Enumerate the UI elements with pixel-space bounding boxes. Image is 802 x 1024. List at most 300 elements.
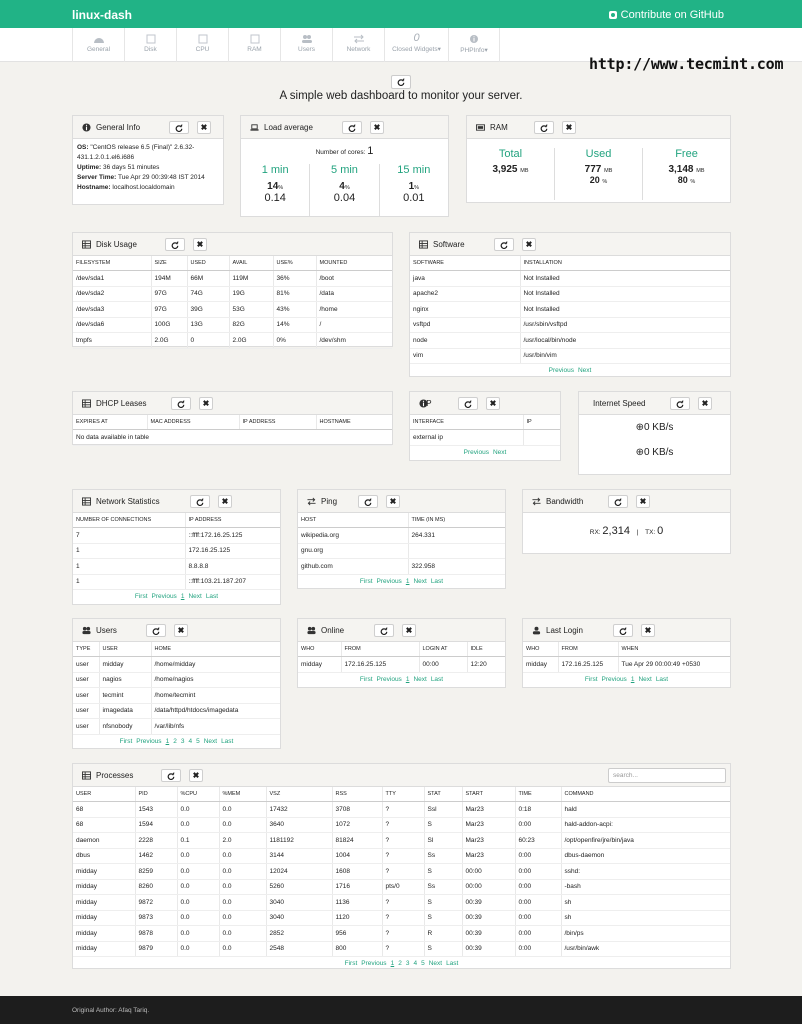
refresh-button[interactable] — [608, 495, 628, 508]
table-cell: ? — [382, 895, 424, 911]
pager-next[interactable]: Next — [413, 577, 427, 585]
refresh-icon — [380, 627, 388, 635]
column-header[interactable]: INSTALLATION — [520, 256, 730, 271]
table-row — [73, 271, 392, 287]
column-header[interactable]: HOME — [151, 642, 280, 657]
close-button[interactable] — [174, 624, 188, 637]
online-panel — [297, 618, 506, 688]
table-row — [73, 833, 730, 849]
table-row — [73, 895, 730, 911]
table-cell: 0:18 — [515, 802, 561, 818]
table-cell: /opt/openfire/jre/bin/java — [561, 833, 730, 849]
table-cell: 3708 — [332, 802, 382, 818]
pagination — [410, 364, 730, 377]
table-cell: midday — [73, 864, 135, 880]
table-row — [73, 302, 392, 318]
refresh-icon — [500, 241, 508, 249]
close-button[interactable] — [386, 495, 400, 508]
column-header[interactable]: USER — [73, 787, 135, 802]
table-cell: 0.0 — [177, 864, 219, 880]
pager-page[interactable]: 1 — [630, 675, 635, 683]
column-header[interactable]: USE% — [273, 256, 316, 271]
pager-last[interactable]: Last — [446, 960, 459, 967]
table-cell: dbus-daemon — [561, 848, 730, 864]
table-cell: /usr/bin/awk — [561, 941, 730, 957]
table-cell: 00:39 — [462, 910, 515, 926]
table-cell: ? — [382, 817, 424, 833]
table-row — [73, 528, 280, 544]
list-icon — [82, 771, 91, 780]
close-button[interactable] — [562, 121, 576, 134]
table-cell: 956 — [332, 926, 382, 942]
pager-page[interactable]: 1 — [390, 960, 395, 967]
panel-title: General Info — [96, 123, 141, 132]
close-button[interactable] — [522, 238, 536, 251]
refresh-icon — [152, 627, 160, 635]
table-cell: midday — [73, 895, 135, 911]
hostname-label: Hostname: — [77, 184, 111, 191]
column-header[interactable]: LOGIN AT — [419, 642, 467, 657]
table-cell: ? — [382, 926, 424, 942]
table-row — [73, 703, 280, 719]
search-input[interactable]: search... — [608, 768, 726, 783]
pager-previous[interactable]: Previous — [151, 593, 177, 600]
nav-label: Disk — [144, 46, 157, 53]
table-header — [73, 513, 280, 528]
close-icon: ✖ — [177, 626, 185, 635]
pager-first[interactable]: First — [119, 737, 133, 745]
table-cell — [523, 430, 560, 446]
zero-icon: 0 — [413, 32, 420, 44]
refresh-button[interactable] — [146, 624, 166, 637]
table-cell: midday — [99, 657, 151, 673]
refresh-button[interactable] — [190, 495, 210, 508]
column-header[interactable]: WHO — [298, 642, 341, 657]
ram-value: 777 — [584, 164, 602, 175]
refresh-button[interactable] — [670, 397, 690, 410]
table-cell: java — [410, 271, 520, 287]
panel-title: Ping — [321, 497, 338, 506]
github-link[interactable] — [608, 9, 724, 21]
pager-previous[interactable]: Previous — [361, 960, 387, 967]
pager-first[interactable]: First — [359, 577, 373, 585]
column-header[interactable]: IDLE — [467, 642, 505, 657]
panel-header — [298, 619, 505, 642]
column-header[interactable]: IP ADDRESS — [185, 513, 280, 528]
table-cell: 0:00 — [515, 895, 561, 911]
column-header[interactable]: IP ADDRESS — [239, 415, 316, 430]
dhcp-table — [73, 415, 392, 446]
panel-title: Load average — [264, 123, 313, 132]
pager-last[interactable]: Last — [430, 675, 444, 683]
table-cell: node — [410, 333, 520, 349]
nav-ram[interactable] — [228, 28, 280, 62]
table-cell: /dev/sda1 — [73, 271, 151, 287]
table-cell: 0 — [187, 333, 229, 349]
panel-title: DHCP Leases — [96, 399, 147, 408]
close-button[interactable] — [698, 397, 712, 410]
pager-first[interactable]: First — [134, 593, 148, 600]
table-row — [73, 657, 280, 673]
table-cell: 0:00 — [515, 864, 561, 880]
table-cell: 0.0 — [219, 879, 266, 895]
table-cell: user — [73, 719, 99, 735]
pager-previous[interactable]: Previous — [463, 448, 489, 456]
table-header — [523, 642, 730, 657]
users-panel — [72, 618, 281, 749]
nav-disk[interactable] — [124, 28, 176, 62]
table-cell: daemon — [73, 833, 135, 849]
table-cell: 0:00 — [515, 817, 561, 833]
table-cell: 5260 — [266, 879, 332, 895]
table-row — [410, 348, 730, 364]
general-info-panel — [72, 115, 224, 205]
panel-header — [410, 392, 560, 415]
brand-title[interactable]: linux-dash — [72, 8, 133, 22]
table-cell: /bin/ps — [561, 926, 730, 942]
table-cell: Not Installed — [520, 302, 730, 318]
uptime-label: Uptime: — [77, 164, 102, 171]
column-header[interactable]: AVAIL — [229, 256, 273, 271]
pager-previous[interactable]: Previous — [136, 737, 162, 745]
general-info-body — [73, 139, 223, 197]
table-cell: nginx — [410, 302, 520, 318]
close-icon: ✖ — [644, 626, 652, 635]
table-cell: 0.0 — [219, 941, 266, 957]
pager-first[interactable]: First — [344, 960, 358, 967]
list-icon — [82, 497, 91, 506]
pager-page[interactable]: 4 — [188, 737, 193, 745]
table-cell: Mar23 — [462, 848, 515, 864]
table-cell: Sl — [424, 833, 462, 849]
refresh-button[interactable] — [165, 238, 185, 251]
panel-header — [241, 116, 448, 139]
table-cell: midday — [73, 910, 135, 926]
ip-panel — [409, 391, 561, 461]
pager-next[interactable]: Next — [428, 960, 443, 967]
close-button[interactable] — [218, 495, 232, 508]
table-cell: 1 — [73, 543, 185, 559]
close-button[interactable] — [402, 624, 416, 637]
table-cell: 0.0 — [219, 802, 266, 818]
table-cell: midday — [73, 941, 135, 957]
table-cell: 43% — [273, 302, 316, 318]
table-cell: 74G — [187, 286, 229, 302]
table-cell: midday — [523, 657, 558, 673]
table-cell: S — [424, 864, 462, 880]
table-cell: 0.0 — [177, 941, 219, 957]
load-average-panel — [240, 115, 449, 217]
table-cell: S — [424, 910, 462, 926]
table-cell: 1181192 — [266, 833, 332, 849]
refresh-button[interactable] — [494, 238, 514, 251]
column-header[interactable]: TIME — [515, 787, 561, 802]
pager-previous[interactable]: Previous — [601, 675, 627, 683]
ram-icon — [476, 123, 485, 132]
column-header[interactable]: MAC ADDRESS — [147, 415, 239, 430]
pager-next[interactable]: Next — [188, 593, 202, 600]
pager-page[interactable]: 2 — [173, 737, 177, 745]
pager-previous[interactable]: Previous — [376, 577, 402, 585]
table-cell: 0.0 — [219, 864, 266, 880]
os-label: OS: — [77, 144, 89, 151]
pager-last[interactable]: Last — [221, 737, 234, 745]
table-row — [73, 430, 392, 446]
pager-page[interactable]: 1 — [180, 593, 185, 600]
hostname-value: localhost.localdomain — [112, 184, 175, 191]
refresh-button[interactable] — [342, 121, 362, 134]
pager-previous[interactable]: Previous — [376, 675, 402, 683]
software-table — [410, 256, 730, 364]
table-cell: 0:00 — [515, 941, 561, 957]
pager-last[interactable]: Last — [655, 675, 669, 683]
table-cell: 68 — [73, 817, 135, 833]
table-cell: 0.0 — [219, 848, 266, 864]
refresh-button[interactable] — [374, 624, 394, 637]
table-cell: S — [424, 941, 462, 957]
close-button[interactable] — [197, 121, 211, 134]
tx-value: 0 — [657, 525, 664, 537]
table-cell: ::ffff:172.16.25.125 — [185, 528, 280, 544]
refresh-button[interactable] — [534, 121, 554, 134]
table-row — [298, 657, 505, 673]
table-cell: pts/0 — [382, 879, 424, 895]
nav-general[interactable] — [72, 28, 124, 62]
table-cell: sshd: — [561, 864, 730, 880]
disk-icon — [145, 34, 157, 44]
table-cell: 2852 — [266, 926, 332, 942]
column-header[interactable]: USER — [99, 642, 151, 657]
table-cell: 3640 — [266, 817, 332, 833]
pager-last[interactable]: Last — [205, 593, 219, 600]
ram-free — [642, 148, 730, 200]
panel-header — [73, 392, 392, 415]
table-cell: /usr/local/bin/node — [520, 333, 730, 349]
panel-title: IP — [424, 399, 432, 408]
close-button[interactable] — [486, 397, 500, 410]
pager-next[interactable]: Next — [577, 367, 592, 374]
column-header[interactable]: HOSTNAME — [316, 415, 392, 430]
column-header[interactable]: HOST — [298, 513, 408, 528]
table-cell: 12:20 — [467, 657, 505, 673]
pager-next[interactable]: Next — [203, 737, 218, 745]
table-cell: Mar23 — [462, 833, 515, 849]
pager-page[interactable]: 5 — [421, 960, 425, 967]
table-cell: Not Installed — [520, 286, 730, 302]
table-cell: gnu.org — [298, 543, 408, 559]
nav-phpinfo[interactable] — [448, 28, 500, 62]
load-pct: 1 — [408, 181, 415, 192]
tagline: A simple web dashboard to monitor your server. — [279, 90, 523, 102]
cores-line — [241, 139, 448, 157]
refresh-button[interactable] — [358, 495, 378, 508]
column-header[interactable]: WHEN — [618, 642, 730, 657]
column-header[interactable]: MOUNTED — [316, 256, 392, 271]
column-header[interactable]: VSZ — [266, 787, 332, 802]
refresh-button[interactable] — [161, 769, 181, 782]
table-cell: 0.0 — [177, 802, 219, 818]
refresh-icon — [348, 124, 356, 132]
cpu-icon — [197, 34, 209, 44]
table-cell: tecmint — [99, 688, 151, 704]
nav-network[interactable] — [332, 28, 384, 62]
pager-first[interactable]: First — [359, 675, 373, 683]
table-cell: 3040 — [266, 895, 332, 911]
column-header[interactable]: PID — [135, 787, 177, 802]
pager-first[interactable]: First — [584, 675, 598, 683]
close-icon: ✖ — [200, 123, 208, 132]
column-header[interactable]: FILESYSTEM — [73, 256, 151, 271]
column-header[interactable]: COMMAND — [561, 787, 730, 802]
column-header[interactable]: IP — [523, 415, 560, 430]
table-row — [73, 941, 730, 957]
nav-users[interactable] — [280, 28, 332, 62]
footer-credit: Original Author: Afaq Tariq. — [72, 1007, 150, 1014]
table-cell: midday — [73, 926, 135, 942]
column-header[interactable]: TTY — [382, 787, 424, 802]
panel-title: Software — [433, 240, 465, 249]
cores-value: 1 — [367, 145, 374, 157]
refresh-button[interactable] — [171, 397, 191, 410]
table-cell: 00:39 — [462, 895, 515, 911]
close-button[interactable] — [199, 397, 213, 410]
table-header — [73, 787, 730, 802]
column-header[interactable]: EXPIRES AT — [73, 415, 147, 430]
refresh-button[interactable] — [458, 397, 478, 410]
column-header[interactable]: %CPU — [177, 787, 219, 802]
column-header[interactable]: STAT — [424, 787, 462, 802]
table-row — [73, 926, 730, 942]
column-header[interactable]: START — [462, 787, 515, 802]
pager-next[interactable]: Next — [492, 448, 507, 456]
pager-next[interactable]: Next — [638, 675, 652, 683]
nav-closed-widgets[interactable] — [384, 28, 448, 62]
table-cell: 81824 — [332, 833, 382, 849]
table-header — [298, 513, 505, 528]
ram-label: Free — [675, 148, 698, 160]
table-cell: /boot — [316, 271, 392, 287]
table-cell: external ip — [410, 430, 523, 446]
column-header[interactable]: SOFTWARE — [410, 256, 520, 271]
pager-last[interactable]: Last — [430, 577, 444, 585]
panel-header — [579, 392, 730, 415]
table-cell: ? — [382, 864, 424, 880]
refresh-button[interactable] — [169, 121, 189, 134]
pagination — [298, 673, 505, 686]
column-header[interactable]: NUMBER OF CONNECTIONS — [73, 513, 185, 528]
close-button[interactable] — [193, 238, 207, 251]
cores-label: Number of cores: — [315, 149, 366, 156]
close-button[interactable] — [636, 495, 650, 508]
dashboard-icon — [93, 34, 105, 44]
list-icon — [82, 240, 91, 249]
table-cell: 172.16.25.125 — [185, 543, 280, 559]
close-icon: ✖ — [192, 771, 200, 780]
panel-header — [73, 116, 223, 139]
panel-title: Network Statistics — [96, 497, 160, 506]
load-columns — [241, 164, 448, 216]
column-header[interactable]: FROM — [558, 642, 618, 657]
ram-value: 3,925 — [492, 164, 518, 175]
pager-page[interactable]: 3 — [180, 737, 185, 745]
column-header[interactable]: FROM — [341, 642, 419, 657]
table-cell: 264.331 — [408, 528, 505, 544]
pager-page[interactable]: 1 — [405, 675, 410, 683]
pager-page[interactable]: 1 — [165, 737, 170, 745]
table-cell: 0.0 — [177, 895, 219, 911]
load-pct-unit: % — [414, 185, 420, 191]
column-header[interactable]: WHO — [523, 642, 558, 657]
table-cell: 1072 — [332, 817, 382, 833]
close-button[interactable] — [370, 121, 384, 134]
github-icon — [608, 10, 618, 20]
refresh-icon — [177, 400, 185, 408]
users-icon — [307, 626, 316, 635]
pager-page[interactable]: 2 — [398, 960, 402, 967]
pager-page[interactable]: 5 — [196, 737, 200, 745]
ram-panel — [466, 115, 731, 203]
panel-header — [73, 233, 392, 256]
column-header[interactable]: SIZE — [151, 256, 187, 271]
table-cell: 0.0 — [177, 926, 219, 942]
table-row — [410, 430, 560, 446]
load-pct: 14 — [267, 181, 279, 192]
load-pct-unit: % — [278, 185, 284, 191]
ram-label: Total — [498, 148, 523, 160]
disk-table — [73, 256, 392, 349]
online-table — [298, 642, 505, 673]
column-header[interactable]: RSS — [332, 787, 382, 802]
refresh-icon — [364, 498, 372, 506]
upload-speed — [579, 447, 730, 458]
nav-cpu[interactable] — [176, 28, 228, 62]
table-cell: user — [73, 688, 99, 704]
refresh-icon — [171, 241, 179, 249]
pager-page[interactable]: 1 — [405, 577, 410, 585]
table-cell: 00:00 — [462, 864, 515, 880]
panel-header — [467, 116, 730, 139]
table-cell: ? — [382, 802, 424, 818]
refresh-icon — [614, 498, 622, 506]
table-cell: / — [316, 317, 392, 333]
close-icon: ✖ — [489, 399, 497, 408]
table-cell: 172.16.25.125 — [558, 657, 618, 673]
column-header[interactable]: INTERFACE — [410, 415, 523, 430]
table-cell: /usr/sbin/vsftpd — [520, 317, 730, 333]
last-login-table — [523, 642, 730, 673]
rx-value: 2,314 — [602, 525, 630, 537]
refresh-all-button[interactable] — [391, 75, 411, 89]
column-header[interactable]: TYPE — [73, 642, 99, 657]
table-cell: 8260 — [135, 879, 177, 895]
close-button[interactable] — [641, 624, 655, 637]
pager-page[interactable]: 3 — [405, 960, 410, 967]
close-button[interactable] — [189, 769, 203, 782]
table-row — [73, 688, 280, 704]
table-cell: 2228 — [135, 833, 177, 849]
pager-page[interactable]: 4 — [413, 960, 418, 967]
pager-previous[interactable]: Previous — [548, 367, 574, 374]
refresh-button[interactable] — [613, 624, 633, 637]
column-header[interactable]: USED — [187, 256, 229, 271]
table-header — [410, 256, 730, 271]
table-cell: /var/lib/nfs — [151, 719, 280, 735]
list-icon — [419, 240, 428, 249]
pager-next[interactable]: Next — [413, 675, 427, 683]
column-header[interactable]: %MEM — [219, 787, 266, 802]
column-header[interactable]: TIME (IN MS) — [408, 513, 505, 528]
table-header — [298, 642, 505, 657]
